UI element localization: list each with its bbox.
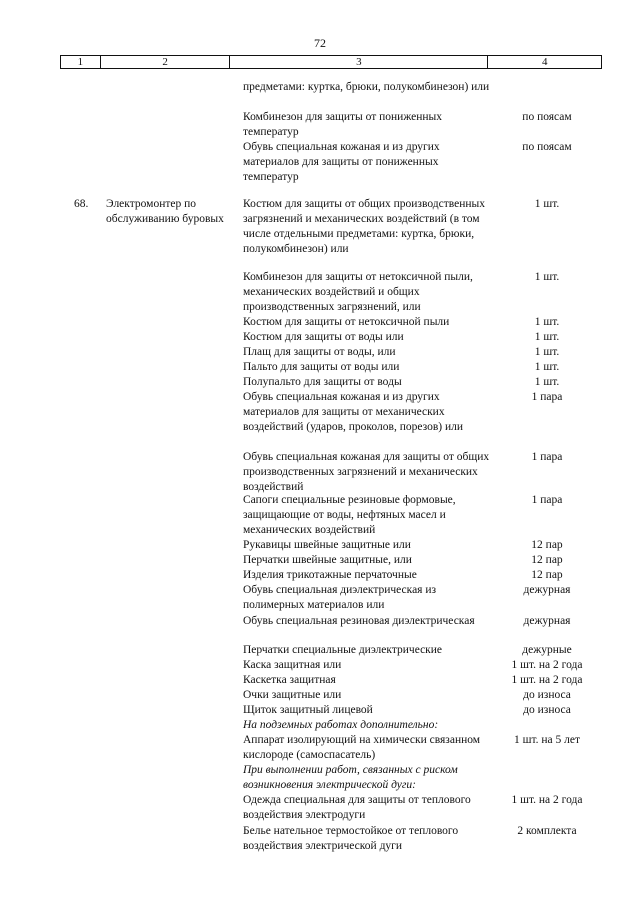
norm-value: 1 пара xyxy=(531,391,563,403)
norm-value: 1 шт. xyxy=(534,346,560,358)
norm-value: 1 шт. xyxy=(534,316,560,328)
item-text: Обувь специальная кожаная для защиты от общих производственных загрязнений и механических воздействий xyxy=(243,451,490,493)
item-text: Костюм для защиты от нетоксичной пыли xyxy=(243,316,450,328)
item-text: Обувь специальная кожаная и из других материалов для защиты от механических воздействий (ударов, проколов, порезов) или xyxy=(243,391,464,433)
header-col-2: 2 xyxy=(101,56,231,68)
norm-value: 1 пара xyxy=(531,451,563,463)
section-note-underground: На подземных работах дополнительно: xyxy=(243,719,439,731)
header-col-1: 1 xyxy=(61,56,101,68)
page-number: 72 xyxy=(314,36,326,50)
item-text: Обувь специальная диэлектрическая из полимерных материалов или xyxy=(243,584,437,611)
section-note-electric-arc: При выполнении работ, связанных с риском возникновения электрической дуги: xyxy=(243,764,458,791)
norm-value: 2 комплекта xyxy=(517,825,577,837)
item-text: предметами: куртка, брюки, полукомбинезон) или xyxy=(243,81,490,93)
item-text: Щиток защитный лицевой xyxy=(243,704,373,716)
item-text: Перчатки специальные диэлектрические xyxy=(243,644,443,656)
item-text: Обувь специальная резиновая диэлектрическая xyxy=(243,615,475,627)
entry-number: 68. xyxy=(74,198,89,210)
norm-value: 1 пара xyxy=(531,494,563,506)
norm-value: 1 шт. xyxy=(534,331,560,343)
header-col-4: 4 xyxy=(541,56,548,68)
item-text: Каскетка защитная xyxy=(243,674,336,686)
table-header xyxy=(60,55,602,69)
norm-value: 12 пар xyxy=(531,539,563,551)
item-text: Рукавицы швейные защитные или xyxy=(243,539,411,551)
norm-value: дежурная xyxy=(523,584,571,596)
item-text: Костюм для защиты от общих производственных загрязнений и механических воздействий (в том числе отдельными предметами: куртка, брюки, полукомбинезон) или xyxy=(243,198,485,255)
item-text: Сапоги специальные резиновые формовые, защищающие от воды, нефтяных масел и механических воздействий xyxy=(243,494,456,536)
item-text: Комбинезон для защиты от нетоксичной пыли, механических воздействий и общих производственных загрязнений, или xyxy=(243,271,473,313)
norm-value: до износа xyxy=(523,704,571,716)
norm-value: 1 шт. xyxy=(534,271,560,283)
norm-value: 1 шт. на 2 года xyxy=(511,659,583,671)
item-text: Изделия трикотажные перчаточные xyxy=(243,569,417,581)
norm-value: 1 шт. на 2 года xyxy=(511,674,583,686)
item-text: Аппарат изолирующий на химически связанном кислороде (самоспасатель) xyxy=(243,734,481,761)
norm-value: дежурная xyxy=(523,615,571,627)
norm-value: 1 шт. xyxy=(534,198,560,210)
norm-value: 1 шт. на 2 года xyxy=(511,794,583,806)
entry-profession: Электромонтер по обслуживанию буровых xyxy=(106,198,224,225)
norm-value: до износа xyxy=(523,689,571,701)
item-text: Очки защитные или xyxy=(243,689,342,701)
item-text: Одежда специальная для защиты от теплового воздействия электродуги xyxy=(243,794,471,821)
norm-value: дежурные xyxy=(522,644,572,656)
item-text: Пальто для защиты от воды или xyxy=(243,361,400,373)
item-text: Белье нательное термостойкое от теплового воздействия электрической дуги xyxy=(243,825,459,852)
norm-value: 1 шт. xyxy=(534,376,560,388)
norm-value: по поясам xyxy=(522,111,572,123)
norm-value: 1 шт. xyxy=(534,361,560,373)
item-text: Обувь специальная кожаная и из других материалов для защиты от пониженных температур xyxy=(243,141,440,183)
norm-value: по поясам xyxy=(522,141,572,153)
item-text: Каска защитная или xyxy=(243,659,342,671)
norm-value: 12 пар xyxy=(531,569,563,581)
item-text: Плащ для защиты от воды, или xyxy=(243,346,396,358)
norm-value: 12 пар xyxy=(531,554,563,566)
item-text: Костюм для защиты от воды или xyxy=(243,331,404,343)
header-col-3: 3 xyxy=(230,56,488,68)
item-text: Комбинезон для защиты от пониженных температур xyxy=(243,111,442,138)
item-text: Полупальто для защиты от воды xyxy=(243,376,402,388)
norm-value: 1 шт. на 5 лет xyxy=(513,734,581,746)
item-text: Перчатки швейные защитные, или xyxy=(243,554,412,566)
